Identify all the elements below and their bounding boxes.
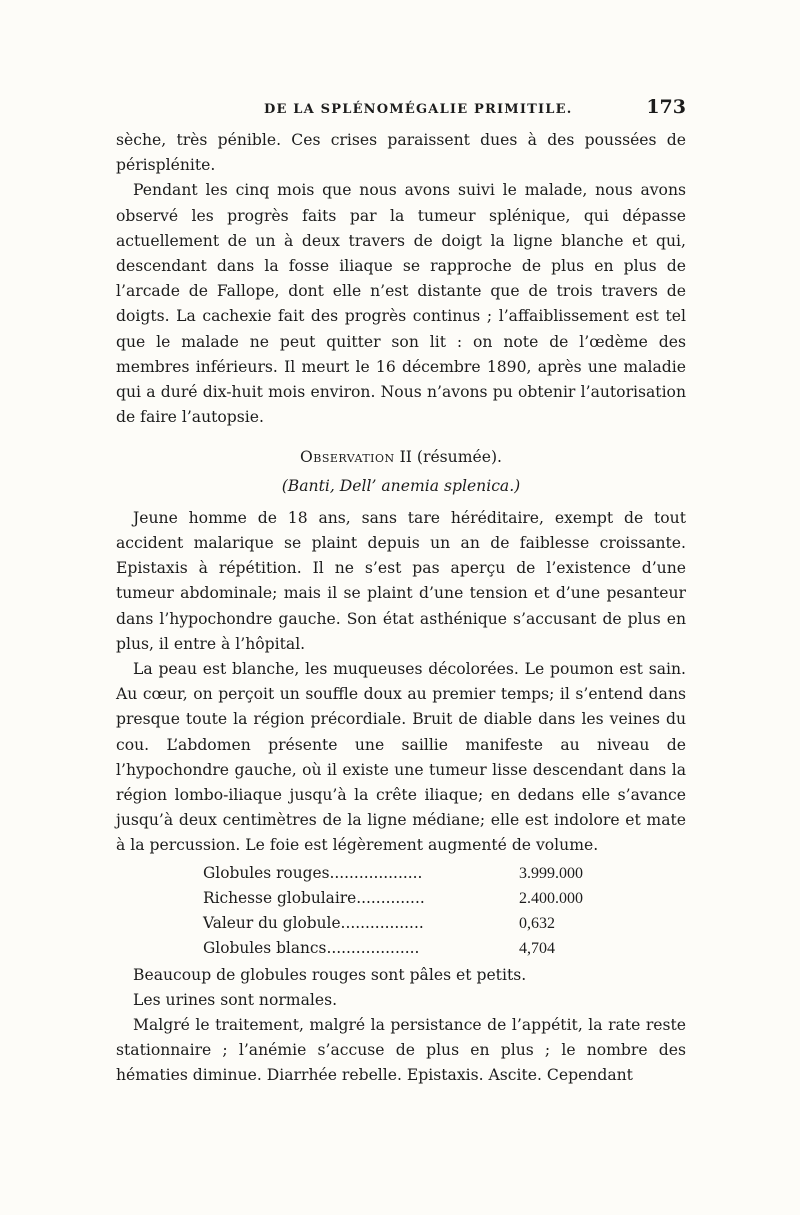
paragraph-treatment: Malgré le traitement, malgré la persistance de l’appétit, la rate reste stationnaire ; l’anémie s’accuse de plus en plus ; le nombre des hématies diminue. Diarrhée rebelle. Epistaxis. Ascite. Cependant	[116, 1015, 686, 1085]
body-text	[116, 128, 686, 1089]
blood-count-label: Valeur du globule.................	[203, 914, 424, 933]
page-number: 173	[646, 96, 686, 118]
blood-count-value: 3.999.000	[519, 864, 583, 882]
blood-count-table	[203, 861, 583, 962]
table-row	[203, 861, 583, 886]
table-row	[203, 886, 583, 911]
table-row	[203, 936, 583, 961]
observation-number: II (résumée).	[394, 448, 503, 467]
blood-count-label: Globules rouges...................	[203, 863, 423, 882]
page-header	[116, 96, 686, 126]
observation-title	[116, 445, 686, 470]
paragraph-examination: La peau est blanche, les muqueuses décolorées. Le poumon est sain. Au cœur, on perçoit un souffle doux au premier temps; il s’entend dans presque toute la région précordiale. Bruit de diable dans les veines du cou. L’abdomen présente une saillie manifeste au niveau de l’hypochondre gauche, où il existe une tumeur lisse descendant dans la région lombo-iliaque jusqu’à la crête iliaque; en dedans elle s’avance jusqu’à deux centimètres de la ligne médiane; elle est indolore et mate à la percussion. Le foie est légèrement augmenté de volume.	[116, 660, 686, 855]
paragraph-globules: Beaucoup de globules rouges sont pâles et petits.	[133, 965, 527, 984]
blood-count-label: Richesse globulaire..............	[203, 888, 425, 907]
running-head: DE LA SPLÉNOMÉGALIE PRIMITILE.	[264, 102, 573, 117]
observation-label: Observation	[299, 448, 395, 467]
paragraph-progress: Pendant les cinq mois que nous avons suivi le malade, nous avons observé les progrès faits par la tumeur splénique, qui dépasse actuellement de un à deux travers de doigt la ligne blanche et qui, descendant dans la fosse iliaque se rapproche de plus en plus de l’arcade de Fallope, dont elle n’est distante que de trois travers de doigts. La cachexie fait des progrès continus ; l’affaiblissement est tel que le malade ne peut quitter son lit : on note de l’œdème des membres inférieurs. Il meurt le 16 décembre 1890, après une maladie qui a duré dix-huit mois environ. Nous n’avons pu obtenir l’autorisation de faire l’autopsie.	[116, 181, 686, 427]
paragraph-continued: sèche, très pénible. Ces crises paraissent dues à des poussées de périsplénite.	[116, 131, 686, 175]
paragraph-history: Jeune homme de 18 ans, sans tare héréditaire, exempt de tout accident malarique se plaint depuis un an de faiblesse croissante. Epistaxis à répétition. Il ne s’est pas aperçu de l’existence d’une tumeur abdominale; mais il se plaint d’une tension et d’une pesanteur dans l’hypochondre gauche. Son état asthénique s’accusant de plus en plus, il entre à l’hôpital.	[116, 508, 686, 653]
blood-count-value: 0,632	[519, 915, 555, 933]
blood-count-label: Globules blancs...................	[203, 939, 420, 958]
paragraph-urines: Les urines sont normales.	[133, 990, 338, 1009]
blood-count-value: 4,704	[519, 940, 555, 958]
observation-reference: (Banti, Dell’ anemia splenica.)	[281, 476, 521, 495]
table-row	[203, 911, 583, 936]
blood-count-value: 2.400.000	[519, 889, 583, 907]
